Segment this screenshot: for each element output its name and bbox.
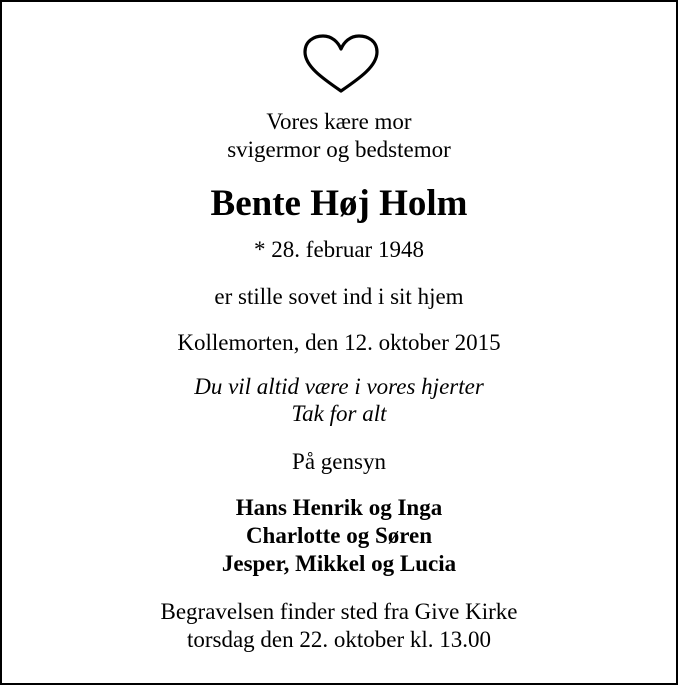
birth-date: * 28. februar 1948	[254, 237, 424, 262]
heart-outline-icon	[302, 34, 380, 94]
intro-line-2: svigermor og bedstemor	[227, 137, 451, 162]
passed-away-text: er stille sovet ind i sit hjem	[214, 284, 464, 309]
quote-line-1: Du vil altid være i vores hjerter	[194, 374, 484, 399]
family-line: Charlotte og Søren	[245, 523, 433, 548]
family-line: Jesper, Mikkel og Lucia	[221, 551, 457, 576]
quote-line-2: Tak for alt	[291, 401, 387, 426]
farewell-text: På gensyn	[292, 449, 386, 474]
funeral-line-2: torsdag den 22. oktober kl. 13.00	[186, 627, 492, 652]
intro-line-1: Vores kære mor	[266, 109, 412, 134]
deceased-name: Bente Høj Holm	[210, 183, 468, 224]
funeral-line-1: Begravelsen finder sted fra Give Kirke	[160, 599, 518, 624]
place-and-date: Kollemorten, den 12. oktober 2015	[177, 330, 501, 355]
family-line: Hans Henrik og Inga	[235, 495, 443, 520]
